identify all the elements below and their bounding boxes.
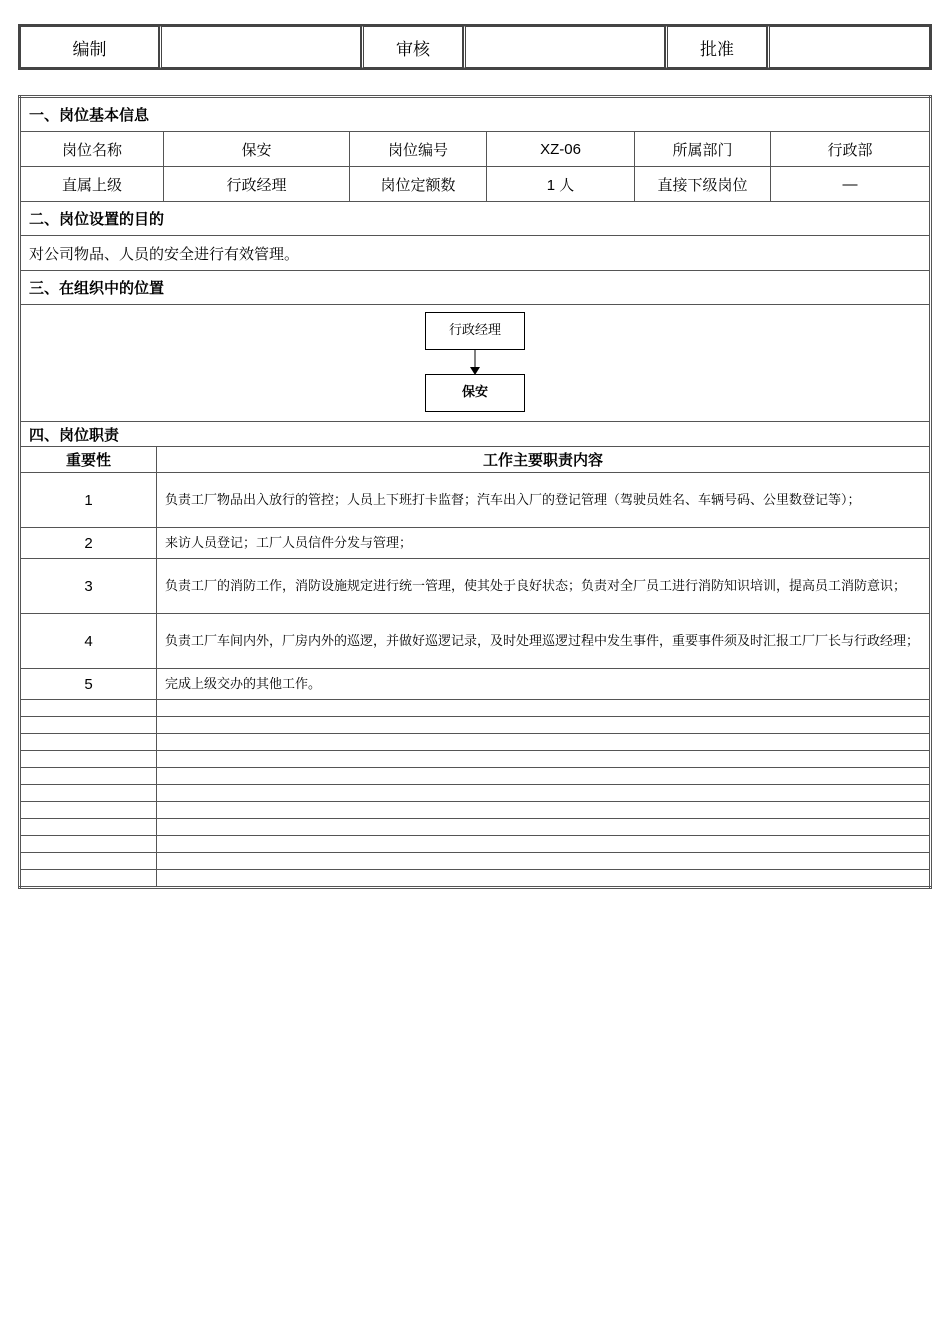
empty-row (20, 785, 931, 802)
compile-label: 编制 (20, 26, 159, 68)
subordinate-value: — (771, 167, 931, 202)
empty-cell (20, 802, 157, 819)
empty-cell (20, 819, 157, 836)
direct-superior-label: 直属上级 (20, 167, 164, 202)
empty-row (20, 870, 931, 888)
empty-cell (157, 802, 931, 819)
empty-cell (20, 751, 157, 768)
duty-number: 5 (20, 669, 157, 700)
position-name-value: 保安 (164, 132, 350, 167)
department-label: 所属部门 (635, 132, 771, 167)
org-chart (20, 305, 931, 422)
department-value: 行政部 (771, 132, 931, 167)
job-description-table (18, 95, 932, 889)
headcount-value: 1 人 (487, 167, 635, 202)
purpose-text: 对公司物品、人员的安全进行有效管理。 (20, 236, 931, 271)
duty-number: 3 (20, 559, 157, 614)
table-row (20, 528, 931, 559)
empty-cell (20, 853, 157, 870)
table-row (20, 473, 931, 528)
empty-cell (157, 819, 931, 836)
empty-row (20, 853, 931, 870)
empty-cell (157, 870, 931, 888)
empty-cell (20, 836, 157, 853)
empty-row (20, 768, 931, 785)
empty-cell (20, 768, 157, 785)
empty-row (20, 751, 931, 768)
empty-cell (157, 768, 931, 785)
headcount-label: 岗位定额数 (350, 167, 487, 202)
content-header: 工作主要职责内容 (157, 447, 931, 473)
section-basic-info-title: 一、岗位基本信息 (20, 97, 931, 132)
compile-value[interactable] (159, 26, 361, 68)
position-name-label: 岗位名称 (20, 132, 164, 167)
info-row-2 (20, 167, 931, 202)
duty-text: 来访人员登记；工厂人员信件分发与管理； (157, 528, 931, 559)
org-box-manager: 行政经理 (425, 312, 525, 350)
subordinate-label: 直接下级岗位 (635, 167, 771, 202)
duty-number: 2 (20, 528, 157, 559)
duty-text: 负责工厂物品出入放行的管控；人员上下班打卡监督；汽车出入厂的登记管理（驾驶员姓名、车辆号码、公里数登记等）； (157, 473, 931, 528)
table-row (20, 614, 931, 669)
empty-row (20, 700, 931, 717)
review-value[interactable] (463, 26, 665, 68)
importance-header: 重要性 (20, 447, 157, 473)
empty-cell (20, 870, 157, 888)
empty-row (20, 734, 931, 751)
empty-cell (157, 853, 931, 870)
approve-value[interactable] (767, 26, 930, 68)
empty-cell (157, 751, 931, 768)
duties-header-row (20, 447, 931, 473)
approve-label: 批准 (665, 26, 767, 68)
empty-cell (20, 734, 157, 751)
table-row (20, 669, 931, 700)
duty-text: 负责工厂车间内外，厂房内外的巡逻，并做好巡逻记录，及时处理巡逻过程中发生事件，重要事件须及时汇报工厂厂长与行政经理； (157, 614, 931, 669)
section-org-title: 三、在组织中的位置 (20, 271, 931, 305)
position-code-value: XZ-06 (487, 132, 635, 167)
section-purpose-title: 二、岗位设置的目的 (20, 202, 931, 236)
duty-text: 负责工厂的消防工作，消防设施规定进行统一管理，使其处于良好状态；负责对全厂员工进行消防知识培训，提高员工消防意识； (157, 559, 931, 614)
direct-superior-value: 行政经理 (164, 167, 350, 202)
table-row (20, 559, 931, 614)
empty-cell (157, 734, 931, 751)
empty-cell (157, 717, 931, 734)
org-box-guard: 保安 (425, 374, 525, 412)
empty-row (20, 836, 931, 853)
duty-number: 4 (20, 614, 157, 669)
duty-text: 完成上级交办的其他工作。 (157, 669, 931, 700)
empty-row (20, 819, 931, 836)
empty-cell (20, 717, 157, 734)
review-label: 审核 (361, 26, 463, 68)
section-duties-title: 四、岗位职责 (20, 422, 931, 447)
empty-row (20, 802, 931, 819)
info-row-1 (20, 132, 931, 167)
empty-cell (20, 700, 157, 717)
approval-table (18, 24, 932, 70)
empty-cell (157, 700, 931, 717)
position-code-label: 岗位编号 (350, 132, 487, 167)
empty-cell (20, 785, 157, 802)
empty-cell (157, 785, 931, 802)
empty-cell (157, 836, 931, 853)
empty-row (20, 717, 931, 734)
duty-number: 1 (20, 473, 157, 528)
